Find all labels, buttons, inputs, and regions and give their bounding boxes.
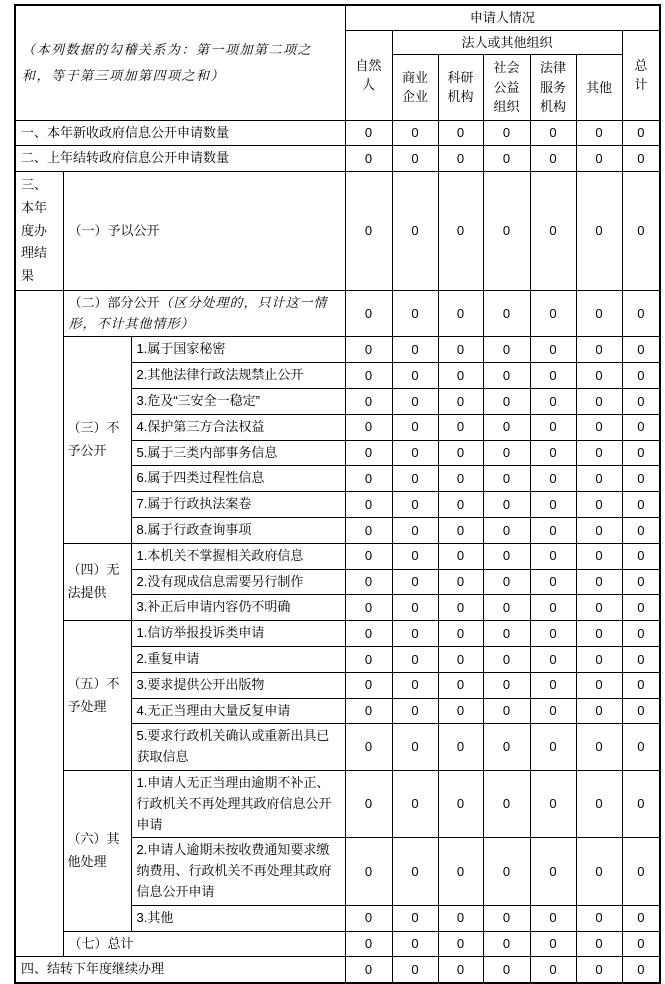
value-cell: 0 (392, 337, 438, 363)
value-cell: 0 (392, 389, 438, 415)
value-cell: 0 (576, 957, 622, 983)
value-cell: 0 (483, 389, 530, 415)
value-cell: 0 (483, 492, 530, 518)
value-cell: 0 (530, 363, 576, 389)
value-cell: 0 (438, 363, 483, 389)
value-cell: 0 (622, 389, 660, 415)
value-cell: 0 (345, 595, 392, 621)
value-cell: 0 (530, 414, 576, 440)
value-cell: 0 (345, 440, 392, 466)
row-label-cell: 1.申请人无正当理由逾期不补正、行政机关不再处理其政府信息公开申请 (131, 770, 345, 837)
value-cell: 0 (622, 569, 660, 595)
row-label-cell: 3.其他 (131, 905, 345, 931)
value-cell: 0 (392, 698, 438, 724)
value-cell: 0 (530, 724, 576, 771)
value-cell: 0 (622, 698, 660, 724)
value-cell: 0 (438, 120, 483, 146)
row-label-cell: 4.无正当理由大量反复申请 (131, 698, 345, 724)
value-cell: 0 (438, 414, 483, 440)
value-cell: 0 (622, 724, 660, 771)
value-cell: 0 (345, 518, 392, 544)
value-cell: 0 (576, 120, 622, 146)
row-label-cell: 1.属于国家秘密 (131, 337, 345, 363)
section-label-cell: （三）不予公开 (63, 337, 131, 543)
disclosure-applications-table (14, 4, 661, 984)
value-cell: 0 (392, 466, 438, 492)
value-cell: 0 (438, 290, 483, 337)
value-cell: 0 (438, 440, 483, 466)
value-cell: 0 (345, 770, 392, 837)
value-cell: 0 (622, 621, 660, 647)
value-cell: 0 (438, 647, 483, 673)
value-cell: 0 (576, 931, 622, 957)
annual-result-spacer-cell (15, 290, 63, 957)
value-cell: 0 (576, 172, 622, 291)
table-row (15, 337, 660, 363)
value-cell: 0 (622, 414, 660, 440)
value-cell: 0 (622, 770, 660, 837)
value-cell: 0 (483, 621, 530, 647)
value-cell: 0 (345, 931, 392, 957)
value-cell: 0 (392, 838, 438, 905)
value-cell: 0 (392, 146, 438, 172)
row-label-cell: 3.危及“三安全一稳定” (131, 389, 345, 415)
value-cell: 0 (622, 543, 660, 569)
reconciliation-note: （本列数据的勾稽关系为：第一项加第二项之和，等于第三项加第四项之和） (15, 5, 345, 120)
value-cell: 0 (438, 724, 483, 771)
value-cell: 0 (392, 724, 438, 771)
value-cell: 0 (438, 146, 483, 172)
value-cell: 0 (483, 543, 530, 569)
value-cell: 0 (345, 389, 392, 415)
value-cell: 0 (483, 120, 530, 146)
value-cell: 0 (530, 672, 576, 698)
value-cell: 0 (622, 595, 660, 621)
value-cell: 0 (392, 569, 438, 595)
value-cell: 0 (576, 337, 622, 363)
value-cell: 0 (345, 957, 392, 983)
value-cell: 0 (438, 172, 483, 291)
row-label-cell: 1.信访举报投诉类申请 (131, 621, 345, 647)
value-cell: 0 (530, 172, 576, 291)
value-cell: 0 (438, 466, 483, 492)
value-cell: 0 (622, 337, 660, 363)
value-cell: 0 (576, 698, 622, 724)
value-cell: 0 (392, 172, 438, 291)
value-cell: 0 (483, 569, 530, 595)
value-cell: 0 (392, 595, 438, 621)
value-cell: 0 (622, 363, 660, 389)
row-label-note: （区分处理的，只计这一情形，不计其他情形） (68, 294, 328, 331)
value-cell: 0 (345, 838, 392, 905)
value-cell: 0 (438, 770, 483, 837)
row-label-cell: 一、本年新收政府信息公开申请数量 (15, 120, 345, 146)
value-cell: 0 (622, 905, 660, 931)
value-cell: 0 (622, 440, 660, 466)
value-cell: 0 (530, 838, 576, 905)
value-cell: 0 (483, 838, 530, 905)
table-body (15, 120, 660, 983)
value-cell: 0 (530, 290, 576, 337)
value-cell: 0 (530, 518, 576, 544)
value-cell: 0 (345, 492, 392, 518)
value-cell: 0 (345, 621, 392, 647)
value-cell: 0 (438, 543, 483, 569)
value-cell: 0 (622, 466, 660, 492)
value-cell: 0 (530, 337, 576, 363)
table-row (15, 621, 660, 647)
value-cell: 0 (622, 172, 660, 291)
value-cell: 0 (392, 647, 438, 673)
row-label-cell: 2.重复申请 (131, 647, 345, 673)
value-cell: 0 (345, 724, 392, 771)
value-cell: 0 (576, 440, 622, 466)
header-row-1 (15, 5, 660, 30)
table-row (15, 290, 660, 337)
row-label-cell: 5.要求行政机关确认或重新出具已获取信息 (131, 724, 345, 771)
value-cell: 0 (483, 957, 530, 983)
value-cell: 0 (483, 363, 530, 389)
value-cell: 0 (392, 543, 438, 569)
value-cell: 0 (576, 724, 622, 771)
value-cell: 0 (530, 440, 576, 466)
value-cell: 0 (392, 770, 438, 837)
header-other-org: 其他 (576, 55, 622, 121)
value-cell: 0 (483, 672, 530, 698)
row-label-cell: 4.保护第三方合法权益 (131, 414, 345, 440)
value-cell: 0 (483, 172, 530, 291)
header-social-welfare-org: 社会公益组织 (483, 55, 530, 121)
value-cell: 0 (622, 647, 660, 673)
value-cell: 0 (392, 672, 438, 698)
table-row (15, 146, 660, 172)
value-cell: 0 (345, 466, 392, 492)
value-cell: 0 (392, 414, 438, 440)
value-cell: 0 (576, 569, 622, 595)
value-cell: 0 (530, 120, 576, 146)
row-label-cell (63, 290, 345, 337)
value-cell: 0 (392, 957, 438, 983)
header-applicant-group: 申请人情况 (345, 5, 660, 30)
value-cell: 0 (345, 120, 392, 146)
value-cell: 0 (438, 672, 483, 698)
value-cell: 0 (438, 569, 483, 595)
value-cell: 0 (576, 492, 622, 518)
value-cell: 0 (392, 120, 438, 146)
value-cell: 0 (438, 957, 483, 983)
value-cell: 0 (483, 414, 530, 440)
value-cell: 0 (576, 363, 622, 389)
value-cell: 0 (392, 905, 438, 931)
table-row (15, 172, 660, 291)
value-cell: 0 (530, 905, 576, 931)
row-label-cell: 2.申请人逾期未按收费通知要求缴纳费用、行政机关不再处理其政府信息公开申请 (131, 838, 345, 905)
value-cell: 0 (392, 492, 438, 518)
value-cell: 0 (483, 440, 530, 466)
header-legal-service-org: 法律服务机构 (530, 55, 576, 121)
value-cell: 0 (483, 931, 530, 957)
value-cell: 0 (483, 518, 530, 544)
value-cell: 0 (438, 518, 483, 544)
value-cell: 0 (576, 518, 622, 544)
row-label-cell: （一）予以公开 (63, 172, 345, 291)
value-cell: 0 (622, 957, 660, 983)
value-cell: 0 (438, 492, 483, 518)
value-cell: 0 (392, 440, 438, 466)
value-cell: 0 (345, 414, 392, 440)
value-cell: 0 (530, 621, 576, 647)
value-cell: 0 (483, 724, 530, 771)
row-label-cell: 7.属于行政执法案卷 (131, 492, 345, 518)
value-cell: 0 (622, 120, 660, 146)
value-cell: 0 (438, 595, 483, 621)
value-cell: 0 (345, 569, 392, 595)
row-label-cell: （七）总计 (63, 931, 345, 957)
value-cell: 0 (345, 698, 392, 724)
value-cell: 0 (530, 543, 576, 569)
row-label-cell: 5.属于三类内部事务信息 (131, 440, 345, 466)
value-cell: 0 (530, 957, 576, 983)
value-cell: 0 (576, 621, 622, 647)
row-label-cell: 3.补正后申请内容仍不明确 (131, 595, 345, 621)
value-cell: 0 (483, 290, 530, 337)
value-cell: 0 (530, 466, 576, 492)
value-cell: 0 (530, 698, 576, 724)
value-cell: 0 (345, 672, 392, 698)
row-label-cell: 2.没有现成信息需要另行制作 (131, 569, 345, 595)
row-label-text: （二）部分公开 (68, 294, 160, 310)
value-cell: 0 (483, 146, 530, 172)
header-business-enterprise: 商业企业 (392, 55, 438, 121)
table-row (15, 770, 660, 837)
value-cell: 0 (576, 905, 622, 931)
value-cell: 0 (483, 770, 530, 837)
value-cell: 0 (530, 770, 576, 837)
table-row (15, 120, 660, 146)
value-cell: 0 (483, 337, 530, 363)
value-cell: 0 (438, 337, 483, 363)
row-label-cell: 8.属于行政查询事项 (131, 518, 345, 544)
value-cell: 0 (576, 543, 622, 569)
value-cell: 0 (576, 770, 622, 837)
table-row (15, 957, 660, 983)
value-cell: 0 (530, 389, 576, 415)
value-cell: 0 (576, 466, 622, 492)
row-label-cell: 二、上年结转政府信息公开申请数量 (15, 146, 345, 172)
value-cell: 0 (438, 838, 483, 905)
value-cell: 0 (345, 647, 392, 673)
value-cell: 0 (438, 621, 483, 647)
section-label-cell: （五）不予处理 (63, 621, 131, 771)
value-cell: 0 (576, 290, 622, 337)
value-cell: 0 (345, 337, 392, 363)
value-cell: 0 (576, 389, 622, 415)
header-natural-person: 自然人 (345, 30, 392, 120)
value-cell: 0 (622, 838, 660, 905)
section-label-cell: （四）无法提供 (63, 543, 131, 620)
value-cell: 0 (483, 595, 530, 621)
value-cell: 0 (438, 698, 483, 724)
row-label-cell: 6.属于四类过程性信息 (131, 466, 345, 492)
value-cell: 0 (483, 905, 530, 931)
value-cell: 0 (345, 290, 392, 337)
header-legal-org-group: 法人或其他组织 (392, 30, 622, 55)
row-label-cell: 四、结转下年度继续办理 (15, 957, 345, 983)
value-cell: 0 (392, 290, 438, 337)
section-label-cell: （六）其他处理 (63, 770, 131, 931)
value-cell: 0 (483, 647, 530, 673)
value-cell: 0 (392, 931, 438, 957)
value-cell: 0 (622, 931, 660, 957)
value-cell: 0 (530, 146, 576, 172)
value-cell: 0 (530, 595, 576, 621)
header-total: 总计 (622, 30, 660, 120)
value-cell: 0 (345, 172, 392, 291)
value-cell: 0 (576, 838, 622, 905)
row-label-cell: 1.本机关不掌握相关政府信息 (131, 543, 345, 569)
value-cell: 0 (530, 569, 576, 595)
value-cell: 0 (392, 621, 438, 647)
value-cell: 0 (576, 595, 622, 621)
value-cell: 0 (622, 290, 660, 337)
value-cell: 0 (622, 146, 660, 172)
value-cell: 0 (438, 389, 483, 415)
value-cell: 0 (530, 647, 576, 673)
value-cell: 0 (576, 146, 622, 172)
table-row (15, 931, 660, 957)
row-label-cell: 3.要求提供公开出版物 (131, 672, 345, 698)
value-cell: 0 (576, 672, 622, 698)
value-cell: 0 (576, 647, 622, 673)
value-cell: 0 (392, 518, 438, 544)
value-cell: 0 (622, 492, 660, 518)
table-row (15, 543, 660, 569)
value-cell: 0 (345, 543, 392, 569)
value-cell: 0 (530, 931, 576, 957)
value-cell: 0 (345, 905, 392, 931)
value-cell: 0 (345, 363, 392, 389)
value-cell: 0 (530, 492, 576, 518)
value-cell: 0 (438, 931, 483, 957)
value-cell: 0 (622, 672, 660, 698)
value-cell: 0 (392, 363, 438, 389)
value-cell: 0 (576, 414, 622, 440)
header-research-institution: 科研机构 (438, 55, 483, 121)
value-cell: 0 (483, 466, 530, 492)
value-cell: 0 (622, 518, 660, 544)
annual-result-header-cell: 三、本年度办理结果 (15, 172, 63, 291)
row-label-cell: 2.其他法律行政法规禁止公开 (131, 363, 345, 389)
value-cell: 0 (438, 905, 483, 931)
value-cell: 0 (483, 698, 530, 724)
value-cell: 0 (345, 146, 392, 172)
